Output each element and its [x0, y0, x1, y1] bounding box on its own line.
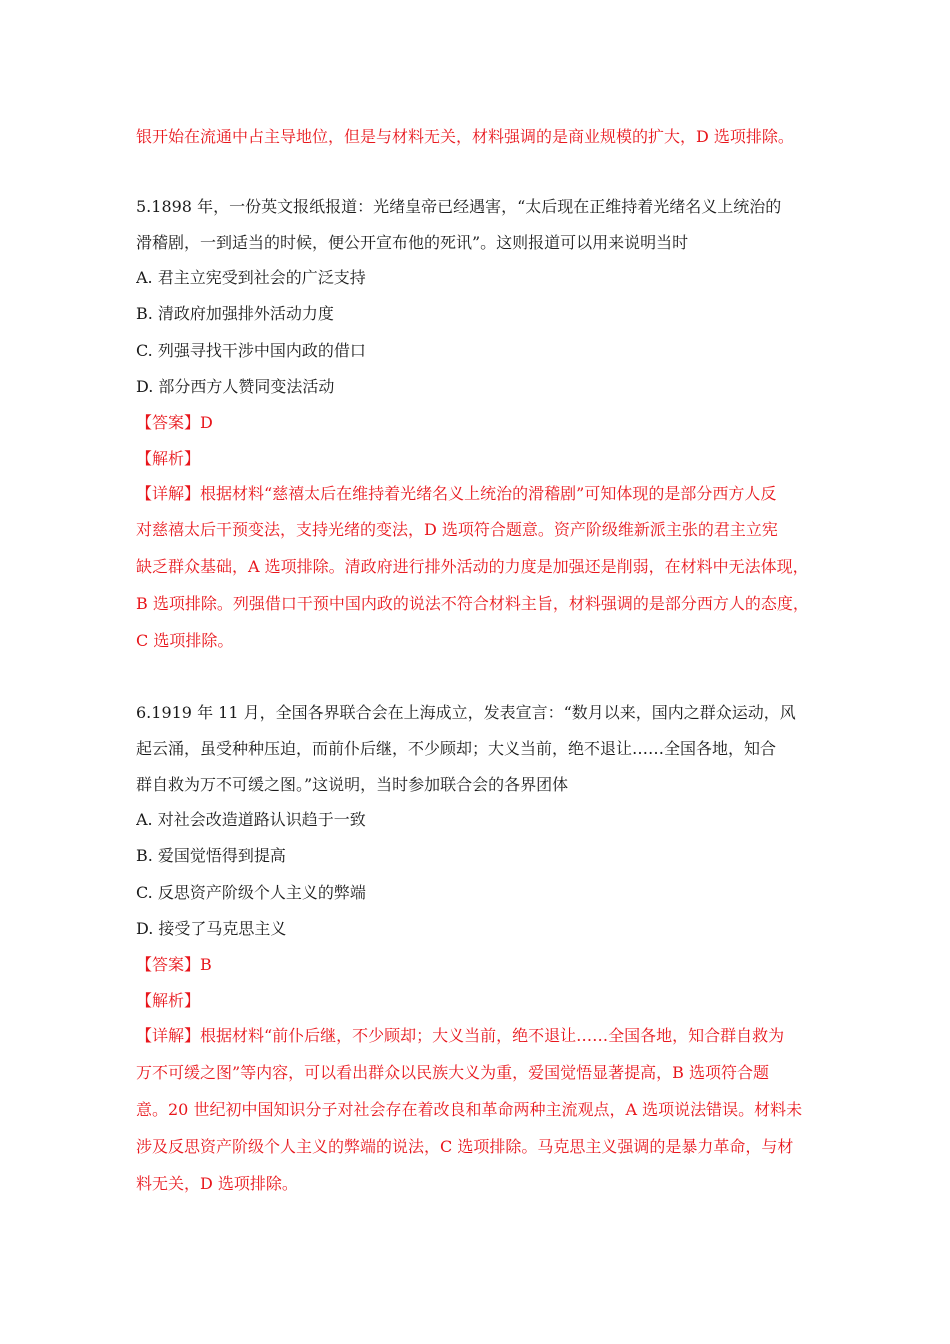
- question-5-option-b: B. 清政府加强排外活动力度: [136, 304, 334, 323]
- question-6-option-d: D. 接受了马克思主义: [136, 919, 287, 938]
- question-6-answer: 【答案】B: [136, 955, 212, 974]
- question-6-detail-line-5: 料无关，D 选项排除。: [136, 1174, 298, 1193]
- question-5-analysis-label: 【解析】: [136, 449, 201, 468]
- question-6-stem-line-1: 6.1919 年 11 月，全国各界联合会在上海成立，发表宣言：“数月以来，国内之群众运动，风: [136, 703, 796, 722]
- question-6-option-b: B. 爱国觉悟得到提高: [136, 846, 286, 865]
- question-5-stem-line-2: 滑稽剧，一到适当的时候，便公开宣布他的死讯”。这则报道可以用来说明当时: [136, 233, 689, 252]
- question-5-detail-line-2: 对慈禧太后干预变法，支持光绪的变法，D 选项符合题意。资产阶级维新派主张的君主立宪: [136, 520, 778, 539]
- previous-explanation-line: 银开始在流通中占主导地位，但是与材料无关，材料强调的是商业规模的扩大，D 选项排除。: [136, 127, 794, 146]
- question-5-option-d: D. 部分西方人赞同变法活动: [136, 377, 335, 396]
- question-5-option-a: A. 君主立宪受到社会的广泛支持: [136, 268, 366, 287]
- question-5-option-c: C. 列强寻找干涉中国内政的借口: [136, 341, 366, 360]
- question-6-option-c: C. 反思资产阶级个人主义的弊端: [136, 883, 366, 902]
- question-6-detail-line-3: 意。20 世纪初中国知识分子对社会存在着改良和革命两种主流观点，A 选项说法错误。材料未: [136, 1100, 803, 1119]
- question-6-analysis-label: 【解析】: [136, 991, 201, 1010]
- question-6-detail-line-2: 万不可缓之图”等内容，可以看出群众以民族大义为重，爱国觉悟显著提高，B 选项符合题: [136, 1063, 770, 1082]
- question-6-option-a: A. 对社会改造道路认识趋于一致: [136, 810, 366, 829]
- question-5-detail-line-4: B 选项排除。列强借口干预中国内政的说法不符合材料主旨，材料强调的是部分西方人的态度，: [136, 594, 809, 613]
- question-6-stem-line-3: 群自救为万不可缓之图。”这说明，当时参加联合会的各界团体: [136, 775, 569, 794]
- question-6-stem-line-2: 起云涌，虽受种种压迫，而前仆后继，不少顾却；大义当前，绝不退让……全国各地，知合: [136, 739, 777, 758]
- question-6-detail-line-4: 涉及反思资产阶级个人主义的弊端的说法，C 选项排除。马克思主义强调的是暴力革命，与材: [136, 1137, 794, 1156]
- question-5-detail-line-1: 【详解】根据材料“慈禧太后在维持着光绪名义上统治的滑稽剧”可知体现的是部分西方人反: [136, 484, 777, 503]
- question-5-stem-line-1: 5.1898 年，一份英文报纸报道：光绪皇帝已经遇害，“太后现在正维持着光绪名义上统治的: [136, 197, 782, 216]
- question-5-answer: 【答案】D: [136, 413, 213, 432]
- question-5-detail-line-3: 缺乏群众基础，A 选项排除。清政府进行排外活动的力度是加强还是削弱，在材料中无法体现，: [136, 557, 809, 576]
- question-5-detail-line-5: C 选项排除。: [136, 631, 234, 650]
- question-6-detail-line-1: 【详解】根据材料“前仆后继，不少顾却；大义当前，绝不退让……全国各地，知合群自救为: [136, 1026, 785, 1045]
